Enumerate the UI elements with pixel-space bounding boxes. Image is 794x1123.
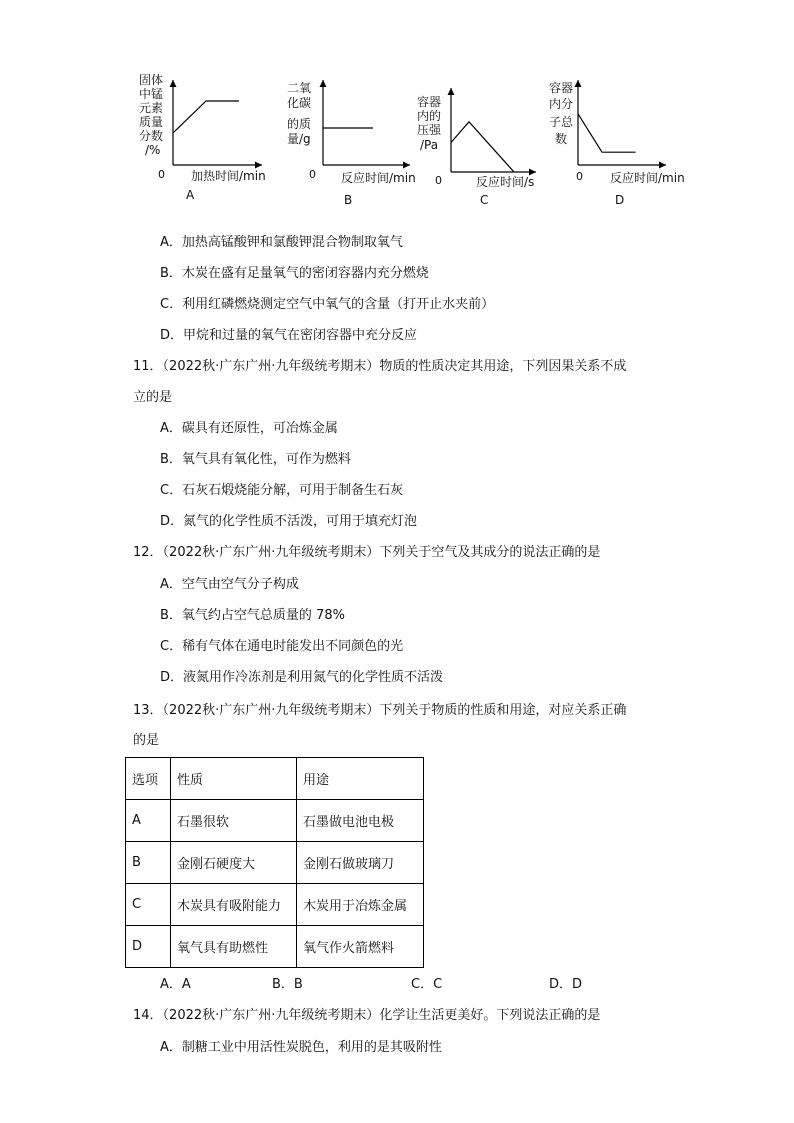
q13-stem-line2: 的是 <box>133 733 160 748</box>
table-row <box>126 884 424 926</box>
graph-a-ylabel-5: 分数 <box>139 129 164 143</box>
table-cell: 石墨很软 <box>171 800 297 842</box>
q10-option-d: D．甲烷和过量的氧气在密闭容器中充分反应 <box>160 328 418 343</box>
table-header-cell: 用途 <box>297 758 424 800</box>
graph-c-xlabel: 反应时间/s <box>476 175 535 189</box>
graph-a-ylabel-3: 元素 <box>139 101 164 115</box>
table-cell: 金刚石硬度大 <box>171 842 297 884</box>
graph-a-ylabel-1: 固体 <box>139 73 164 87</box>
graph-b <box>287 80 416 207</box>
q13-choice-d: D．D <box>549 977 583 992</box>
q12-option-b: B．氧气约占空气总质量的 78% <box>160 608 345 623</box>
q12-option-a: A．空气由空气分子构成 <box>160 577 299 592</box>
graph-b-ylabel-4: 量/g <box>287 132 311 146</box>
q10-option-b: B．木炭在盛有足量氧气的密闭容器内充分燃烧 <box>160 266 429 281</box>
graph-a-xlabel: 加热时间/min <box>191 169 266 183</box>
q11-option-d: D．氮气的化学性质不活泼，可用于填充灯泡 <box>160 514 418 529</box>
graph-a-ylabel-4: 质量 <box>139 115 164 129</box>
graph-d-ylabel-2: 内分 <box>549 97 574 111</box>
table-cell: D <box>126 926 171 968</box>
graphs-row <box>0 0 794 220</box>
q12-stem: 12．（2022秋·广东广州·九年级统考期末）下列关于空气及其成分的说法正确的是 <box>133 545 601 560</box>
table-row <box>126 842 424 884</box>
table-cell: 金刚石做玻璃刀 <box>297 842 424 884</box>
graph-a-curve <box>173 101 239 133</box>
graph-d-ylabel-3: 子总 <box>549 115 574 129</box>
table-row <box>126 926 424 968</box>
table-cell: 木炭用于冶炼金属 <box>297 884 424 926</box>
graph-b-ylabel-3: 的质 <box>287 117 312 131</box>
table-cell: 石墨做电池电极 <box>297 800 424 842</box>
graph-a-letter: A <box>186 188 195 202</box>
q11-stem-line1: 11．（2022秋·广东广州·九年级统考期末）物质的性质决定其用途，下列因果关系不成 <box>133 359 627 374</box>
q12-option-d: D．液氮用作冷冻剂是利用氮气的化学性质不活泼 <box>160 670 444 685</box>
table-cell: 氧气作火箭燃料 <box>297 926 424 968</box>
q14-stem: 14．（2022秋·广东广州·九年级统考期末）化学让生活更美好。下列说法正确的是 <box>133 1008 601 1023</box>
graph-a <box>139 72 266 202</box>
q13-choice-a: A．A <box>160 977 191 992</box>
graph-c-curve <box>451 122 514 172</box>
graph-d-origin: 0 <box>576 170 583 183</box>
table-row <box>126 800 424 842</box>
graph-d-letter: D <box>615 193 625 207</box>
q13-choice-b: B．B <box>272 977 303 992</box>
graph-a-ylabel-6: /% <box>145 143 161 157</box>
q12-option-c: C．稀有气体在通电时能发出不同颜色的光 <box>160 639 404 654</box>
graph-b-ylabel-2: 化碳 <box>287 96 312 110</box>
graphs-svg <box>0 0 794 220</box>
q13-stem-line1: 13．（2022秋·广东广州·九年级统考期末）下列关于物质的性质和用途，对应关系正确 <box>133 703 627 718</box>
graph-c-ylabel-3: 压强 <box>417 123 442 137</box>
table-cell: 木炭具有吸附能力 <box>171 884 297 926</box>
graph-c-ylabel-2: 内的 <box>417 109 442 123</box>
table-cell: B <box>126 842 171 884</box>
graph-d <box>549 80 685 207</box>
q11-option-a: A．碳具有还原性，可冶炼金属 <box>160 421 338 436</box>
graph-b-ylabel-1: 二氧 <box>287 81 312 95</box>
table-header-cell: 性质 <box>171 758 297 800</box>
graph-a-origin: 0 <box>158 168 165 181</box>
graph-a-ylabel-2: 中锰 <box>139 87 164 101</box>
table-cell: 氧气具有助燃性 <box>171 926 297 968</box>
graph-c-ylabel-4: /Pa <box>420 138 439 152</box>
graph-c <box>417 88 536 207</box>
graph-d-ylabel-4: 数 <box>555 132 568 146</box>
q11-option-c: C．石灰石煅烧能分解，可用于制备生石灰 <box>160 483 404 498</box>
graph-d-ylabel-1: 容器 <box>549 81 574 95</box>
graph-b-xlabel: 反应时间/min <box>341 171 416 185</box>
graph-d-xlabel: 反应时间/min <box>610 171 685 185</box>
q13-table <box>125 757 424 968</box>
q11-option-b: B．氧气具有氧化性，可作为燃料 <box>160 452 351 467</box>
table-cell: C <box>126 884 171 926</box>
graph-d-curve <box>578 114 636 152</box>
q13-choice-c: C．C <box>411 977 443 992</box>
q14-option-a: A．制糖工业中用活性炭脱色，利用的是其吸附性 <box>160 1040 442 1055</box>
q10-option-a: A．加热高锰酸钾和氯酸钾混合物制取氧气 <box>160 235 403 250</box>
graph-c-letter: C <box>480 193 489 207</box>
graph-c-origin: 0 <box>435 174 442 187</box>
graph-b-origin: 0 <box>309 168 316 181</box>
q11-stem-line2: 立的是 <box>133 390 173 405</box>
table-cell: A <box>126 800 171 842</box>
graph-c-ylabel-1: 容器 <box>417 95 442 109</box>
graph-b-letter: B <box>344 193 353 207</box>
table-header-row <box>126 758 424 800</box>
q10-option-c: C．利用红磷燃烧测定空气中氧气的含量（打开止水夹前） <box>160 297 495 312</box>
table-header-cell: 选项 <box>126 758 171 800</box>
